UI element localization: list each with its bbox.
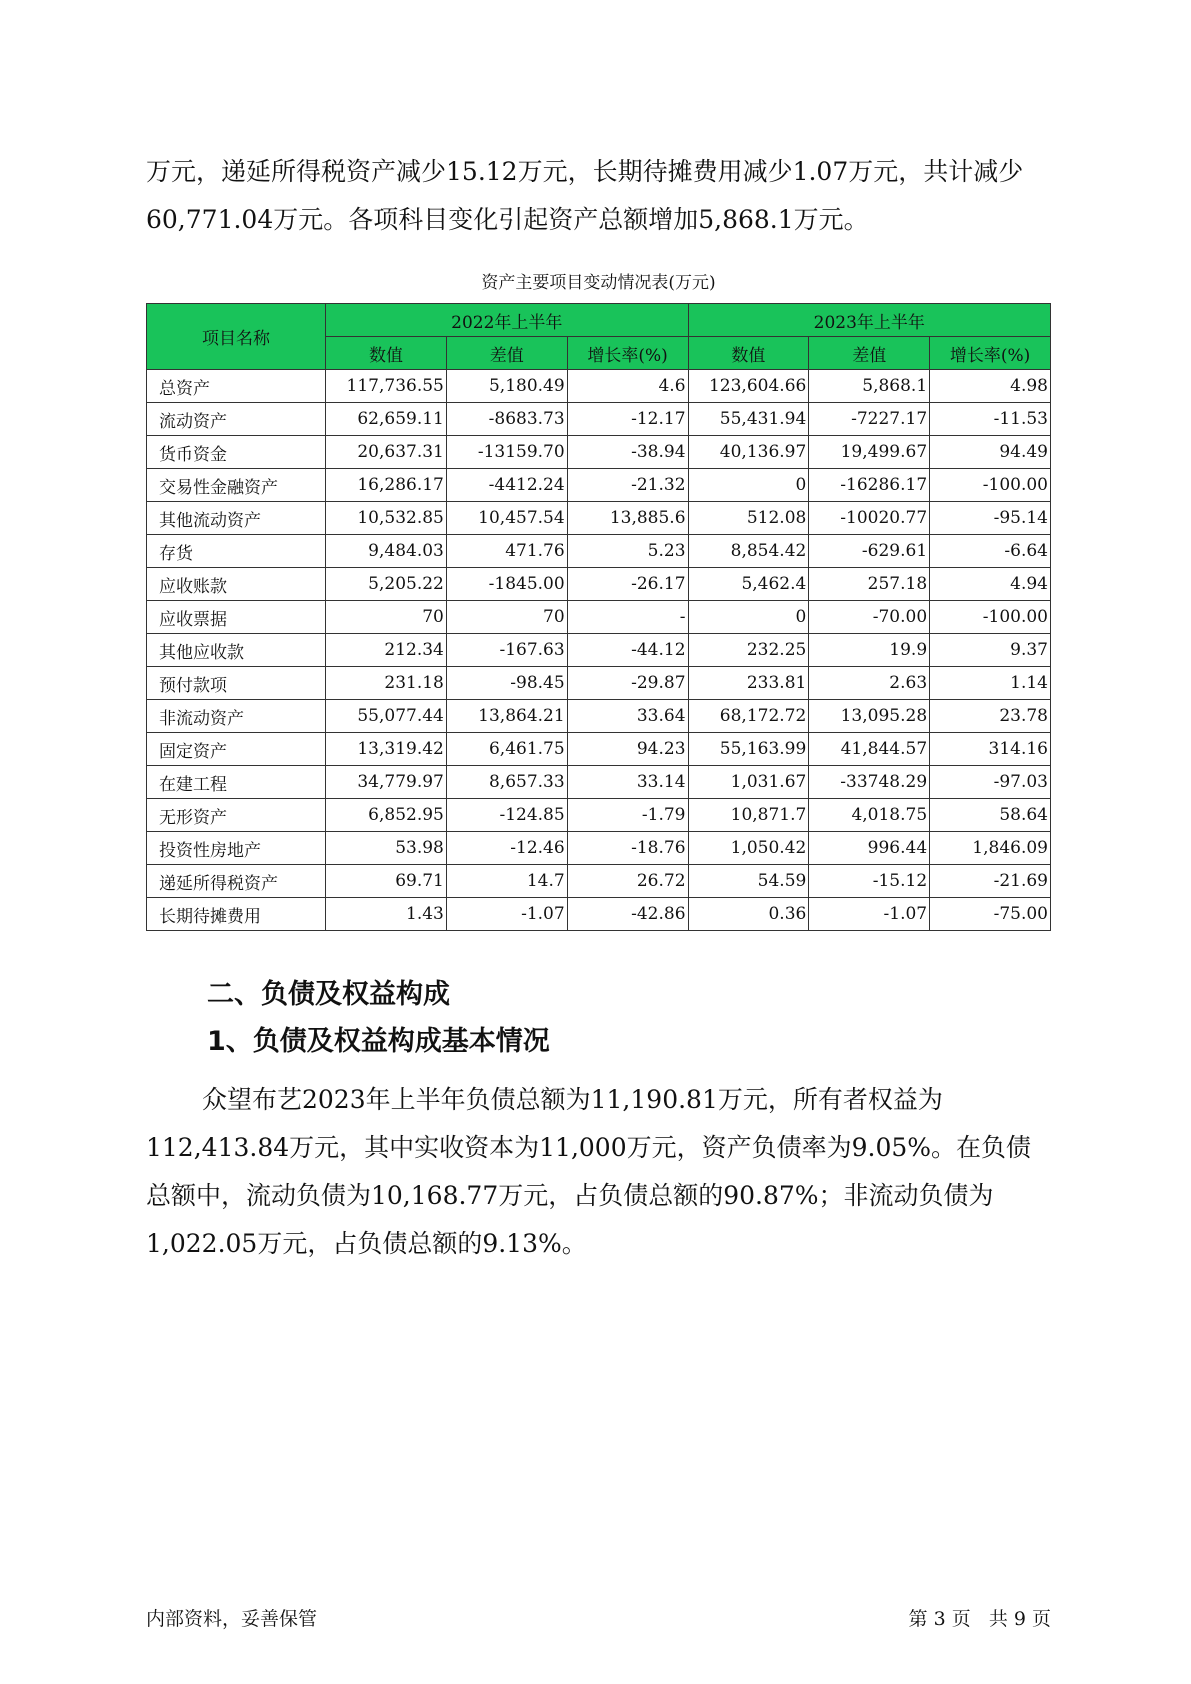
row-value-cell: 41,844.57: [809, 733, 930, 766]
row-value-cell: 512.08: [688, 502, 809, 535]
row-value-cell: 0.36: [688, 898, 809, 931]
table-row: [147, 502, 1051, 535]
row-value-cell: 10,871.7: [688, 799, 809, 832]
header-growth-2022: 增长率(%): [567, 337, 688, 370]
row-value-cell: -29.87: [567, 667, 688, 700]
row-value-cell: -12.46: [446, 832, 567, 865]
header-period-2022: 2022年上半年: [326, 304, 688, 337]
table-row: [147, 733, 1051, 766]
row-value-cell: 1,846.09: [930, 832, 1051, 865]
row-value-cell: -1.07: [446, 898, 567, 931]
table-row: [147, 403, 1051, 436]
row-item-name: 交易性金融资产: [147, 469, 326, 502]
row-item-name: 固定资产: [147, 733, 326, 766]
row-value-cell: 996.44: [809, 832, 930, 865]
footer-page-number: 第 3 页 共 9 页: [908, 1608, 1051, 1630]
row-value-cell: -: [567, 601, 688, 634]
footer-confidential-note: 内部资料，妥善保管: [146, 1608, 318, 1630]
row-value-cell: -21.69: [930, 865, 1051, 898]
row-value-cell: 0: [688, 601, 809, 634]
row-value-cell: -95.14: [930, 502, 1051, 535]
row-value-cell: 6,461.75: [446, 733, 567, 766]
row-value-cell: -98.45: [446, 667, 567, 700]
row-value-cell: 62,659.11: [326, 403, 447, 436]
row-value-cell: -10020.77: [809, 502, 930, 535]
row-value-cell: -1845.00: [446, 568, 567, 601]
row-item-name: 投资性房地产: [147, 832, 326, 865]
row-value-cell: 70: [326, 601, 447, 634]
row-value-cell: 4.6: [567, 370, 688, 403]
row-value-cell: 13,885.6: [567, 502, 688, 535]
row-value-cell: 4.94: [930, 568, 1051, 601]
row-value-cell: 1.14: [930, 667, 1051, 700]
row-value-cell: -100.00: [930, 469, 1051, 502]
row-value-cell: 33.64: [567, 700, 688, 733]
row-value-cell: -16286.17: [809, 469, 930, 502]
header-diff-2022: 差值: [446, 337, 567, 370]
row-value-cell: 55,431.94: [688, 403, 809, 436]
row-value-cell: -15.12: [809, 865, 930, 898]
table-caption: 资产主要项目变动情况表(万元): [481, 273, 716, 293]
row-value-cell: 19.9: [809, 634, 930, 667]
table-row: [147, 865, 1051, 898]
row-value-cell: -13159.70: [446, 436, 567, 469]
table-row: [147, 469, 1051, 502]
asset-change-table: [146, 303, 1051, 931]
row-item-name: 其他流动资产: [147, 502, 326, 535]
row-value-cell: 68,172.72: [688, 700, 809, 733]
row-value-cell: 10,457.54: [446, 502, 567, 535]
row-value-cell: -8683.73: [446, 403, 567, 436]
row-value-cell: 4,018.75: [809, 799, 930, 832]
row-value-cell: 19,499.67: [809, 436, 930, 469]
section-title: 二、负债及权益构成: [207, 979, 450, 1010]
row-value-cell: 13,864.21: [446, 700, 567, 733]
row-value-cell: 55,163.99: [688, 733, 809, 766]
row-value-cell: 2.63: [809, 667, 930, 700]
row-value-cell: -1.07: [809, 898, 930, 931]
row-item-name: 在建工程: [147, 766, 326, 799]
row-value-cell: -18.76: [567, 832, 688, 865]
row-value-cell: 1,050.42: [688, 832, 809, 865]
table-row: [147, 601, 1051, 634]
row-value-cell: 5,868.1: [809, 370, 930, 403]
row-value-cell: 123,604.66: [688, 370, 809, 403]
row-item-name: 存货: [147, 535, 326, 568]
row-item-name: 流动资产: [147, 403, 326, 436]
row-value-cell: 9.37: [930, 634, 1051, 667]
intro-paragraph: 万元，递延所得税资产减少15.12万元，长期待摊费用减少1.07万元，共计减少60,771.04万元。各项科目变化引起资产总额增加5,868.1万元。: [146, 157, 1024, 234]
header-growth-2023: 增长率(%): [930, 337, 1051, 370]
table-row: [147, 436, 1051, 469]
table-row: [147, 667, 1051, 700]
header-diff-2023: 差值: [809, 337, 930, 370]
row-value-cell: 1.43: [326, 898, 447, 931]
header-item-name: 项目名称: [147, 304, 326, 370]
row-value-cell: 5,462.4: [688, 568, 809, 601]
row-value-cell: 70: [446, 601, 567, 634]
row-item-name: 长期待摊费用: [147, 898, 326, 931]
table-row: [147, 370, 1051, 403]
row-value-cell: -70.00: [809, 601, 930, 634]
row-value-cell: -38.94: [567, 436, 688, 469]
row-value-cell: 33.14: [567, 766, 688, 799]
row-value-cell: 5,180.49: [446, 370, 567, 403]
row-value-cell: 9,484.03: [326, 535, 447, 568]
row-value-cell: 4.98: [930, 370, 1051, 403]
row-value-cell: 58.64: [930, 799, 1051, 832]
row-item-name: 非流动资产: [147, 700, 326, 733]
row-item-name: 其他应收款: [147, 634, 326, 667]
row-value-cell: -33748.29: [809, 766, 930, 799]
row-value-cell: -167.63: [446, 634, 567, 667]
row-item-name: 预付款项: [147, 667, 326, 700]
row-value-cell: 20,637.31: [326, 436, 447, 469]
row-value-cell: 471.76: [446, 535, 567, 568]
row-value-cell: -44.12: [567, 634, 688, 667]
row-value-cell: 257.18: [809, 568, 930, 601]
row-value-cell: 34,779.97: [326, 766, 447, 799]
row-value-cell: 23.78: [930, 700, 1051, 733]
row-value-cell: 8,657.33: [446, 766, 567, 799]
row-item-name: 应收账款: [147, 568, 326, 601]
row-value-cell: -124.85: [446, 799, 567, 832]
row-value-cell: -26.17: [567, 568, 688, 601]
row-value-cell: 94.49: [930, 436, 1051, 469]
row-value-cell: 8,854.42: [688, 535, 809, 568]
row-value-cell: 314.16: [930, 733, 1051, 766]
table-body: [147, 370, 1051, 931]
row-value-cell: -21.32: [567, 469, 688, 502]
row-value-cell: 54.59: [688, 865, 809, 898]
row-value-cell: -1.79: [567, 799, 688, 832]
row-item-name: 无形资产: [147, 799, 326, 832]
row-value-cell: 13,095.28: [809, 700, 930, 733]
table-row: [147, 700, 1051, 733]
row-value-cell: 16,286.17: [326, 469, 447, 502]
row-item-name: 应收票据: [147, 601, 326, 634]
table-row: [147, 634, 1051, 667]
row-value-cell: 53.98: [326, 832, 447, 865]
row-value-cell: 117,736.55: [326, 370, 447, 403]
row-value-cell: 212.34: [326, 634, 447, 667]
subsection-title: 1、负债及权益构成基本情况: [207, 1026, 550, 1057]
row-value-cell: 0: [688, 469, 809, 502]
row-value-cell: 26.72: [567, 865, 688, 898]
row-value-cell: -42.86: [567, 898, 688, 931]
table-row: [147, 568, 1051, 601]
row-value-cell: 6,852.95: [326, 799, 447, 832]
row-value-cell: -4412.24: [446, 469, 567, 502]
row-value-cell: -7227.17: [809, 403, 930, 436]
table-row: [147, 535, 1051, 568]
row-value-cell: 14.7: [446, 865, 567, 898]
liability-paragraph: 众望布艺2023年上半年负债总额为11,190.81万元，所有者权益为112,413.84万元，其中实收资本为11,000万元，资产负债率为9.05%。在负债总额中，流动负债为10,168.77万元，占负债总额的90.87%；非流动负债为1,022.05万元，占负债总额的9.13%。: [146, 1085, 1032, 1258]
header-value-2022: 数值: [326, 337, 447, 370]
row-value-cell: 69.71: [326, 865, 447, 898]
row-value-cell: -11.53: [930, 403, 1051, 436]
row-value-cell: 40,136.97: [688, 436, 809, 469]
row-value-cell: -97.03: [930, 766, 1051, 799]
table-row: [147, 832, 1051, 865]
table-row: [147, 799, 1051, 832]
row-value-cell: 1,031.67: [688, 766, 809, 799]
row-value-cell: 94.23: [567, 733, 688, 766]
table-row: [147, 898, 1051, 931]
row-value-cell: 5,205.22: [326, 568, 447, 601]
row-value-cell: 233.81: [688, 667, 809, 700]
row-value-cell: 231.18: [326, 667, 447, 700]
row-item-name: 总资产: [147, 370, 326, 403]
row-value-cell: -75.00: [930, 898, 1051, 931]
header-period-2023: 2023年上半年: [688, 304, 1050, 337]
row-value-cell: -6.64: [930, 535, 1051, 568]
row-value-cell: 5.23: [567, 535, 688, 568]
row-value-cell: -100.00: [930, 601, 1051, 634]
row-item-name: 递延所得税资产: [147, 865, 326, 898]
row-value-cell: 13,319.42: [326, 733, 447, 766]
row-value-cell: 55,077.44: [326, 700, 447, 733]
table-row: [147, 766, 1051, 799]
row-value-cell: -629.61: [809, 535, 930, 568]
row-value-cell: 10,532.85: [326, 502, 447, 535]
row-item-name: 货币资金: [147, 436, 326, 469]
row-value-cell: 232.25: [688, 634, 809, 667]
header-value-2023: 数值: [688, 337, 809, 370]
row-value-cell: -12.17: [567, 403, 688, 436]
